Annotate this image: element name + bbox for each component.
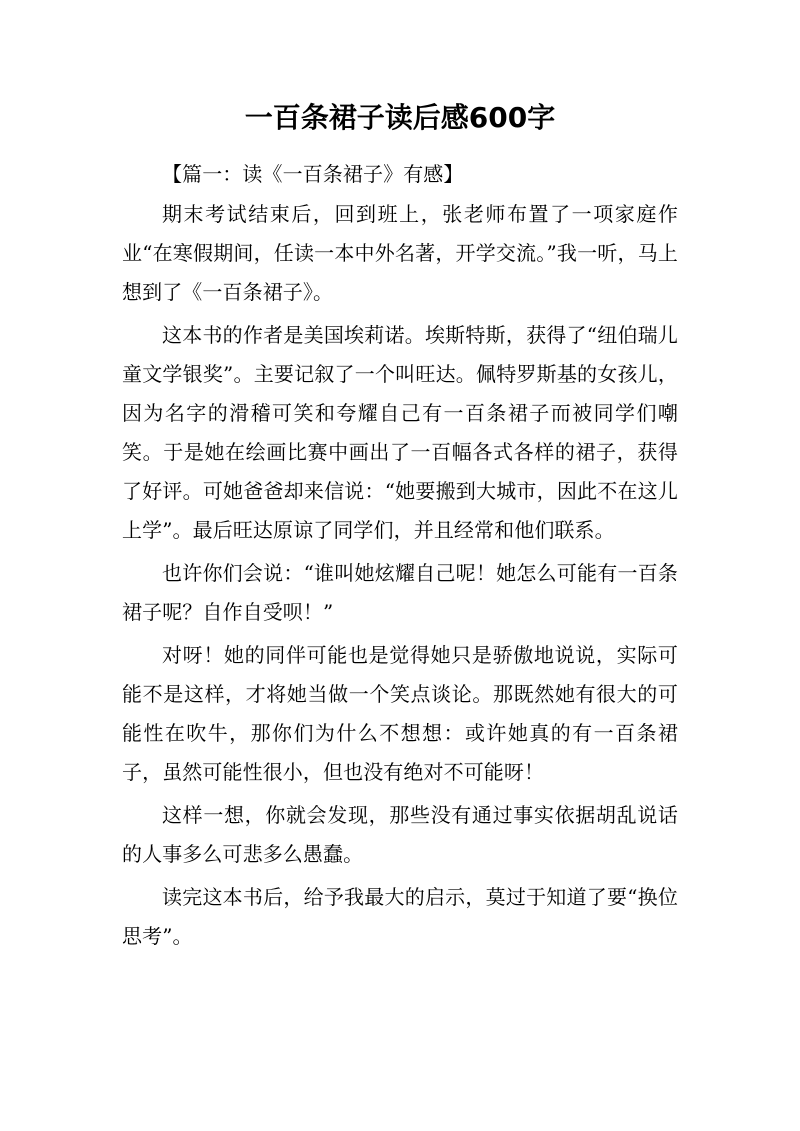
document-body xyxy=(122,155,678,960)
paragraph-4: 对呀！她的同伴可能也是觉得她只是骄傲地说说，实际可能不是这样，才将她当做一个笑点谈论。那既然她有很大的可能性在吹牛，那你们为什么不想想：或许她真的有一百条裙子，虽然可能性很小，但也没有绝对不可能呀！ xyxy=(122,643,678,784)
section-heading: 【篇一：读《一百条裙子》有感】 xyxy=(162,162,464,186)
paragraph-5: 这样一想，你就会发现，那些没有通过事实依据胡乱说话的人事多么可悲多么愚蠢。 xyxy=(122,803,678,866)
paragraph-2: 这本书的作者是美国埃莉诺。埃斯特斯，获得了“纽伯瑞儿童文学银奖”。主要记叙了一个叫旺达。佩特罗斯基的女孩儿，因为名字的滑稽可笑和夸耀自己有一百条裙子而被同学们嘲笑。于是她在绘画比赛中画出了一百幅各式各样的裙子，获得了好评。可她爸爸却来信说：“她要搬到大城市，因此不在这儿上学”。最后旺达原谅了同学们，并且经常和他们联系。 xyxy=(122,323,678,542)
paragraph-6: 读完这本书后，给予我最大的启示，莫过于知道了要“换位思考”。 xyxy=(122,885,678,948)
document-title: 一百条裙子读后感600字 xyxy=(244,101,556,134)
paragraph-3: 也许你们会说：“谁叫她炫耀自己呢！她怎么可能有一百条裙子呢？自作自受呗！” xyxy=(122,561,678,624)
paragraph-1: 期末考试结束后，回到班上，张老师布置了一项家庭作业“在寒假期间，任读一本中外名著，开学交流。”我一听，马上想到了《一百条裙子》。 xyxy=(122,202,678,304)
